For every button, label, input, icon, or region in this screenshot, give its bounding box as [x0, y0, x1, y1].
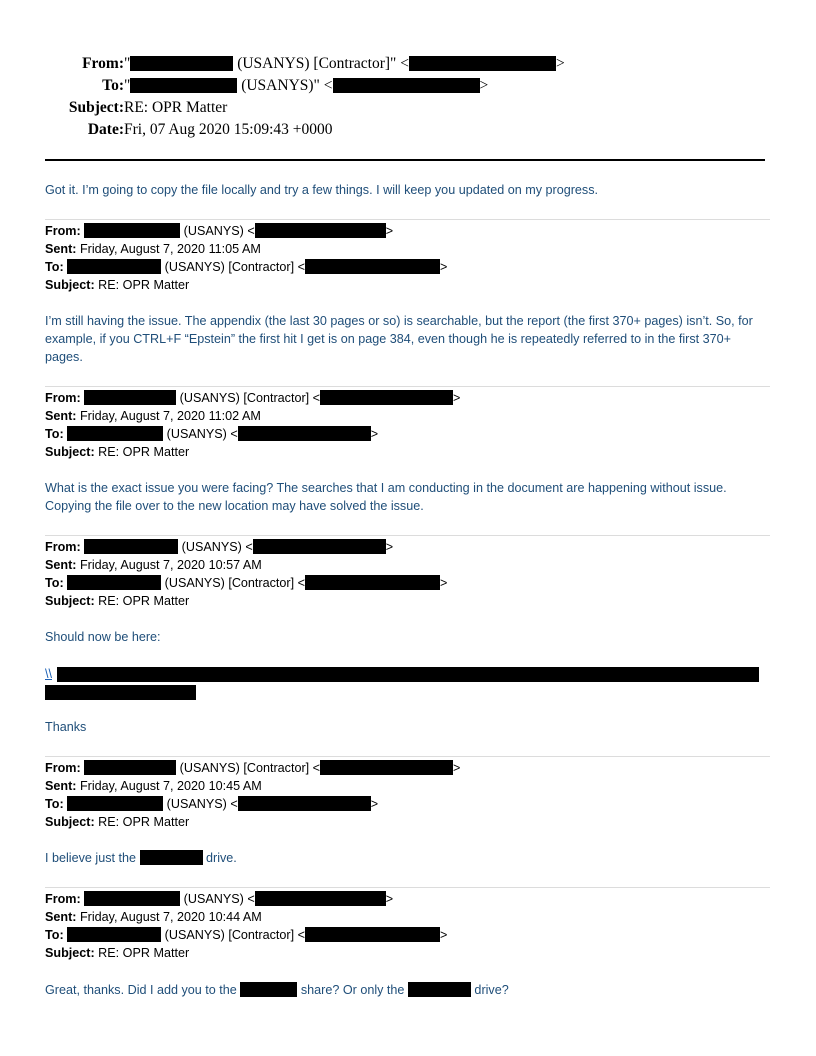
header-divider	[45, 159, 765, 161]
quoted-sent-row: Sent: Friday, August 7, 2020 10:57 AM	[45, 558, 262, 572]
message-signoff: Thanks	[45, 720, 87, 734]
header-to-label: To:	[102, 77, 124, 94]
header-to-quote: "	[124, 77, 131, 94]
message-separator	[45, 219, 770, 220]
quoted-subject-row: Subject: RE: OPR Matter	[45, 278, 190, 292]
message-body: I believe just the drive.	[45, 851, 237, 865]
redaction-block	[67, 796, 163, 811]
redaction-block	[240, 982, 297, 997]
quoted-header	[45, 389, 770, 461]
header-from-close: >	[555, 55, 565, 72]
redaction-block	[409, 56, 556, 71]
redaction-block	[84, 223, 180, 238]
quoted-to-row: To: (USANYS) [Contractor] < >	[45, 928, 448, 942]
share-path-prefix[interactable]: \\	[45, 667, 52, 681]
quoted-from-row: From: (USANYS) [Contractor] < >	[45, 391, 461, 405]
header-date-row	[0, 119, 816, 141]
redaction-block	[67, 927, 161, 942]
email-header	[0, 53, 816, 141]
header-from-label: From:	[82, 55, 124, 72]
redaction-block	[57, 667, 759, 682]
redaction-block	[305, 259, 440, 274]
message-body: Got it. I’m going to copy the file locally and try a few things. I will keep you updated on my progress.	[45, 183, 599, 197]
redaction-block	[253, 539, 386, 554]
message-separator	[45, 386, 770, 387]
message-separator	[45, 887, 770, 888]
quoted-sent-row: Sent: Friday, August 7, 2020 11:05 AM	[45, 242, 261, 256]
redaction-block	[305, 927, 440, 942]
quoted-from-row: From: (USANYS) [Contractor] < >	[45, 761, 461, 775]
header-from-org: (USANYS) [Contractor]" <	[233, 55, 409, 72]
header-from-quote: "	[124, 55, 131, 72]
header-date-value: Fri, 07 Aug 2020 15:09:43 +0000	[124, 121, 333, 138]
redaction-block	[84, 390, 176, 405]
message-body: What is the exact issue you were facing? The searches that I am conducting in the document are happening without issue. Copying the file over to the new location may have solved the issue.	[45, 481, 727, 513]
quoted-header	[45, 759, 770, 831]
redaction-block	[238, 796, 371, 811]
quoted-to-row: To: (USANYS) < >	[45, 797, 379, 811]
header-to-close: >	[479, 77, 489, 94]
quoted-from-row: From: (USANYS) < >	[45, 892, 394, 906]
header-to-row	[0, 75, 816, 97]
quoted-sent-row: Sent: Friday, August 7, 2020 10:45 AM	[45, 779, 262, 793]
redaction-block	[320, 760, 453, 775]
redaction-block	[84, 760, 176, 775]
share-path-link[interactable]	[45, 665, 770, 701]
header-date-label: Date:	[87, 121, 124, 138]
quoted-from-row: From: (USANYS) < >	[45, 540, 394, 554]
quoted-subject-row: Subject: RE: OPR Matter	[45, 946, 190, 960]
quoted-sent-row: Sent: Friday, August 7, 2020 11:02 AM	[45, 409, 261, 423]
redaction-block	[320, 390, 453, 405]
quoted-from-row: From: (USANYS) < >	[45, 224, 394, 238]
quoted-sent-row: Sent: Friday, August 7, 2020 10:44 AM	[45, 910, 262, 924]
redaction-block	[255, 223, 386, 238]
quoted-to-row: To: (USANYS) [Contractor] < >	[45, 260, 448, 274]
redaction-block	[130, 78, 237, 93]
redaction-block	[67, 575, 161, 590]
redaction-block	[45, 685, 196, 700]
header-from-row	[0, 53, 816, 75]
header-to-org: (USANYS)" <	[237, 77, 333, 94]
message-separator	[45, 756, 770, 757]
redaction-block	[84, 891, 180, 906]
quoted-to-row: To: (USANYS) < >	[45, 427, 379, 441]
quoted-subject-row: Subject: RE: OPR Matter	[45, 594, 190, 608]
redaction-block	[130, 56, 233, 71]
quoted-header	[45, 538, 770, 610]
redaction-block	[305, 575, 440, 590]
redaction-block	[67, 259, 161, 274]
quoted-header	[45, 222, 770, 294]
redaction-block	[333, 78, 480, 93]
message-body: Should now be here:	[45, 630, 161, 644]
header-subject-row	[0, 97, 816, 119]
quoted-header	[45, 890, 770, 962]
quoted-to-row: To: (USANYS) [Contractor] < >	[45, 576, 448, 590]
header-subject-value: RE: OPR Matter	[124, 99, 228, 116]
quoted-subject-row: Subject: RE: OPR Matter	[45, 815, 190, 829]
quoted-subject-row: Subject: RE: OPR Matter	[45, 445, 190, 459]
redaction-block	[238, 426, 371, 441]
redaction-block	[67, 426, 163, 441]
redaction-block	[140, 850, 203, 865]
redaction-block	[408, 982, 471, 997]
redaction-block	[255, 891, 386, 906]
message-body: Great, thanks. Did I add you to the share? Or only the drive?	[45, 983, 509, 997]
header-subject-label: Subject:	[68, 99, 124, 116]
redaction-block	[84, 539, 178, 554]
message-separator	[45, 535, 770, 536]
message-body: I’m still having the issue. The appendix (the last 30 pages or so) is searchable, but the report (the first 370+ pages) isn’t. So, for example, if you CTRL+F “Epstein” the first hit I get is on page 384, even though he is repeatedly referred to in the first 370+ pages.	[45, 314, 753, 364]
